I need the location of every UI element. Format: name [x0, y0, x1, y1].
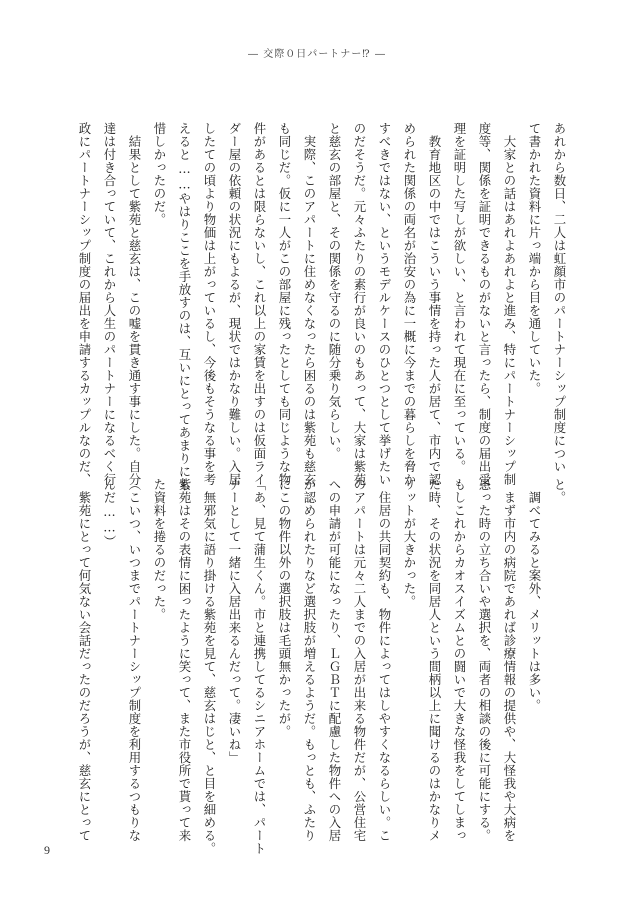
text-line: 度等、関係を証明できるものがないと言ったら、制度の届出受 — [477, 122, 492, 486]
text-line: と。 — [552, 478, 567, 504]
text-line: 惜しかったのだ。 — [152, 122, 167, 226]
text-line: が認められたりなど選択肢が増えるようだ。もっとも、ふたり — [302, 478, 317, 842]
text-line: も同じだ。仮に一人がこの部屋に残ったとしても同じような物 — [277, 122, 292, 486]
text-line: 実際、このアパートに住めなくなったら困るのは紫苑も慈玄 — [302, 122, 317, 486]
text-line: 調べてみると案外、メリットは多い。 — [527, 478, 542, 712]
text-line: んだ……） — [102, 478, 117, 549]
text-line: えると……やはりここを手放すのは、互いにとってあまりにも — [177, 122, 192, 492]
text-line: 教育地区の中ではこういう事情を持った人が居て、市内で認 — [427, 122, 442, 486]
text-line: た資料を捲るのだった。 — [152, 478, 167, 621]
text-line: 紫苑はその表情に困ったように笑って、また市役所で貰って来 — [177, 478, 192, 842]
text-line: ダー屋の依頼の状況にもよるが、現状ではかなり難しい。入居 — [227, 122, 242, 486]
text-line: 結果として紫苑と慈玄は、この嘘を貫き通す事にした。自分 — [127, 122, 142, 486]
page-number: 9 — [44, 843, 50, 857]
running-header: ― 交際０日パートナー⁉ ― — [248, 49, 386, 60]
text-line: 「あ、見て蒲生くん。市と連携してるシニアホームでは、パート — [252, 478, 267, 855]
text-line: 大家との話はあれよあれよと進み、特にパートナーシップ制 — [502, 122, 517, 486]
text-line: のアパートは元々二人までの入居が出来る物件だが、公営住宅 — [352, 478, 367, 842]
text-line: まず市内の病院であれば診療情報の提供や、大怪我や大病を — [502, 478, 517, 842]
text-line: （こいつ、いつまでパートナーシップ制度を利用するつもりな — [127, 478, 142, 842]
text-line: への申請が可能になったり、ＬＧＢＴに配慮した物件への入居 — [327, 478, 342, 842]
text-block-top — [52, 122, 572, 492]
text-line: た時、その状況を同居人という間柄以上に聞けるのはかなりメ — [427, 478, 442, 842]
text-line: 紫苑にとって何気ない会話だったのだろうが、慈玄にとって — [77, 478, 92, 842]
text-line: あれから数日、二人は虹顔市のパートナーシップ制度につい — [552, 122, 567, 473]
text-line: 無邪気に語り掛ける紫苑を見て、慈玄はじと、と目を細める。 — [202, 478, 217, 855]
text-line: 理を証明した写しが欲しい、と言われて現在に至っている。 — [452, 122, 467, 473]
text-line: 住居の共同契約も、物件によってはしやすくなるらしい。こ — [377, 478, 392, 842]
text-line: のだそうだ。元々ふたりの素行が良いのもあって、大家は紫苑 — [352, 122, 367, 486]
text-line: 患った時の立ち合いや選択を、両者の相談の後に可能にする。 — [477, 478, 492, 842]
text-line: リットが大きかった。 — [402, 478, 417, 608]
text-line: 政にパートナーシップ制度の届出を申請するカップルなのだ、 — [77, 122, 92, 486]
text-line: と慈玄の部屋と、その関係を守るのに随分乗り気らしい。 — [327, 122, 342, 460]
text-line: にこの物件以外の選択肢は毛頭無かったが。 — [277, 478, 292, 738]
text-block-bottom — [52, 478, 572, 855]
text-line: すべきではない、というモデルケースのひとつとして挙げたい — [377, 122, 392, 486]
text-line: められた関係の両名が治安の為に一概に今までの暮らしを脅か — [402, 122, 417, 486]
text-line: て書かれた資料に片っ端から目を通していた。 — [527, 122, 542, 395]
text-line: 件があるとは限らないし、これ以上の家賃を出すのは仮面ライ — [252, 122, 267, 486]
text-line: したての頃より物価は上がっているし、今後もそうなる事を考 — [202, 122, 217, 486]
text-line: もしこれからカオスイズムとの闘いで大きな怪我をしてしまっ — [452, 478, 467, 842]
text-line: ナーとして一緒に入居出来るんだって。凄いね」 — [227, 478, 242, 764]
text-line: 達は付き合っていて、これから人生のパートナーになるべく行 — [102, 122, 117, 486]
